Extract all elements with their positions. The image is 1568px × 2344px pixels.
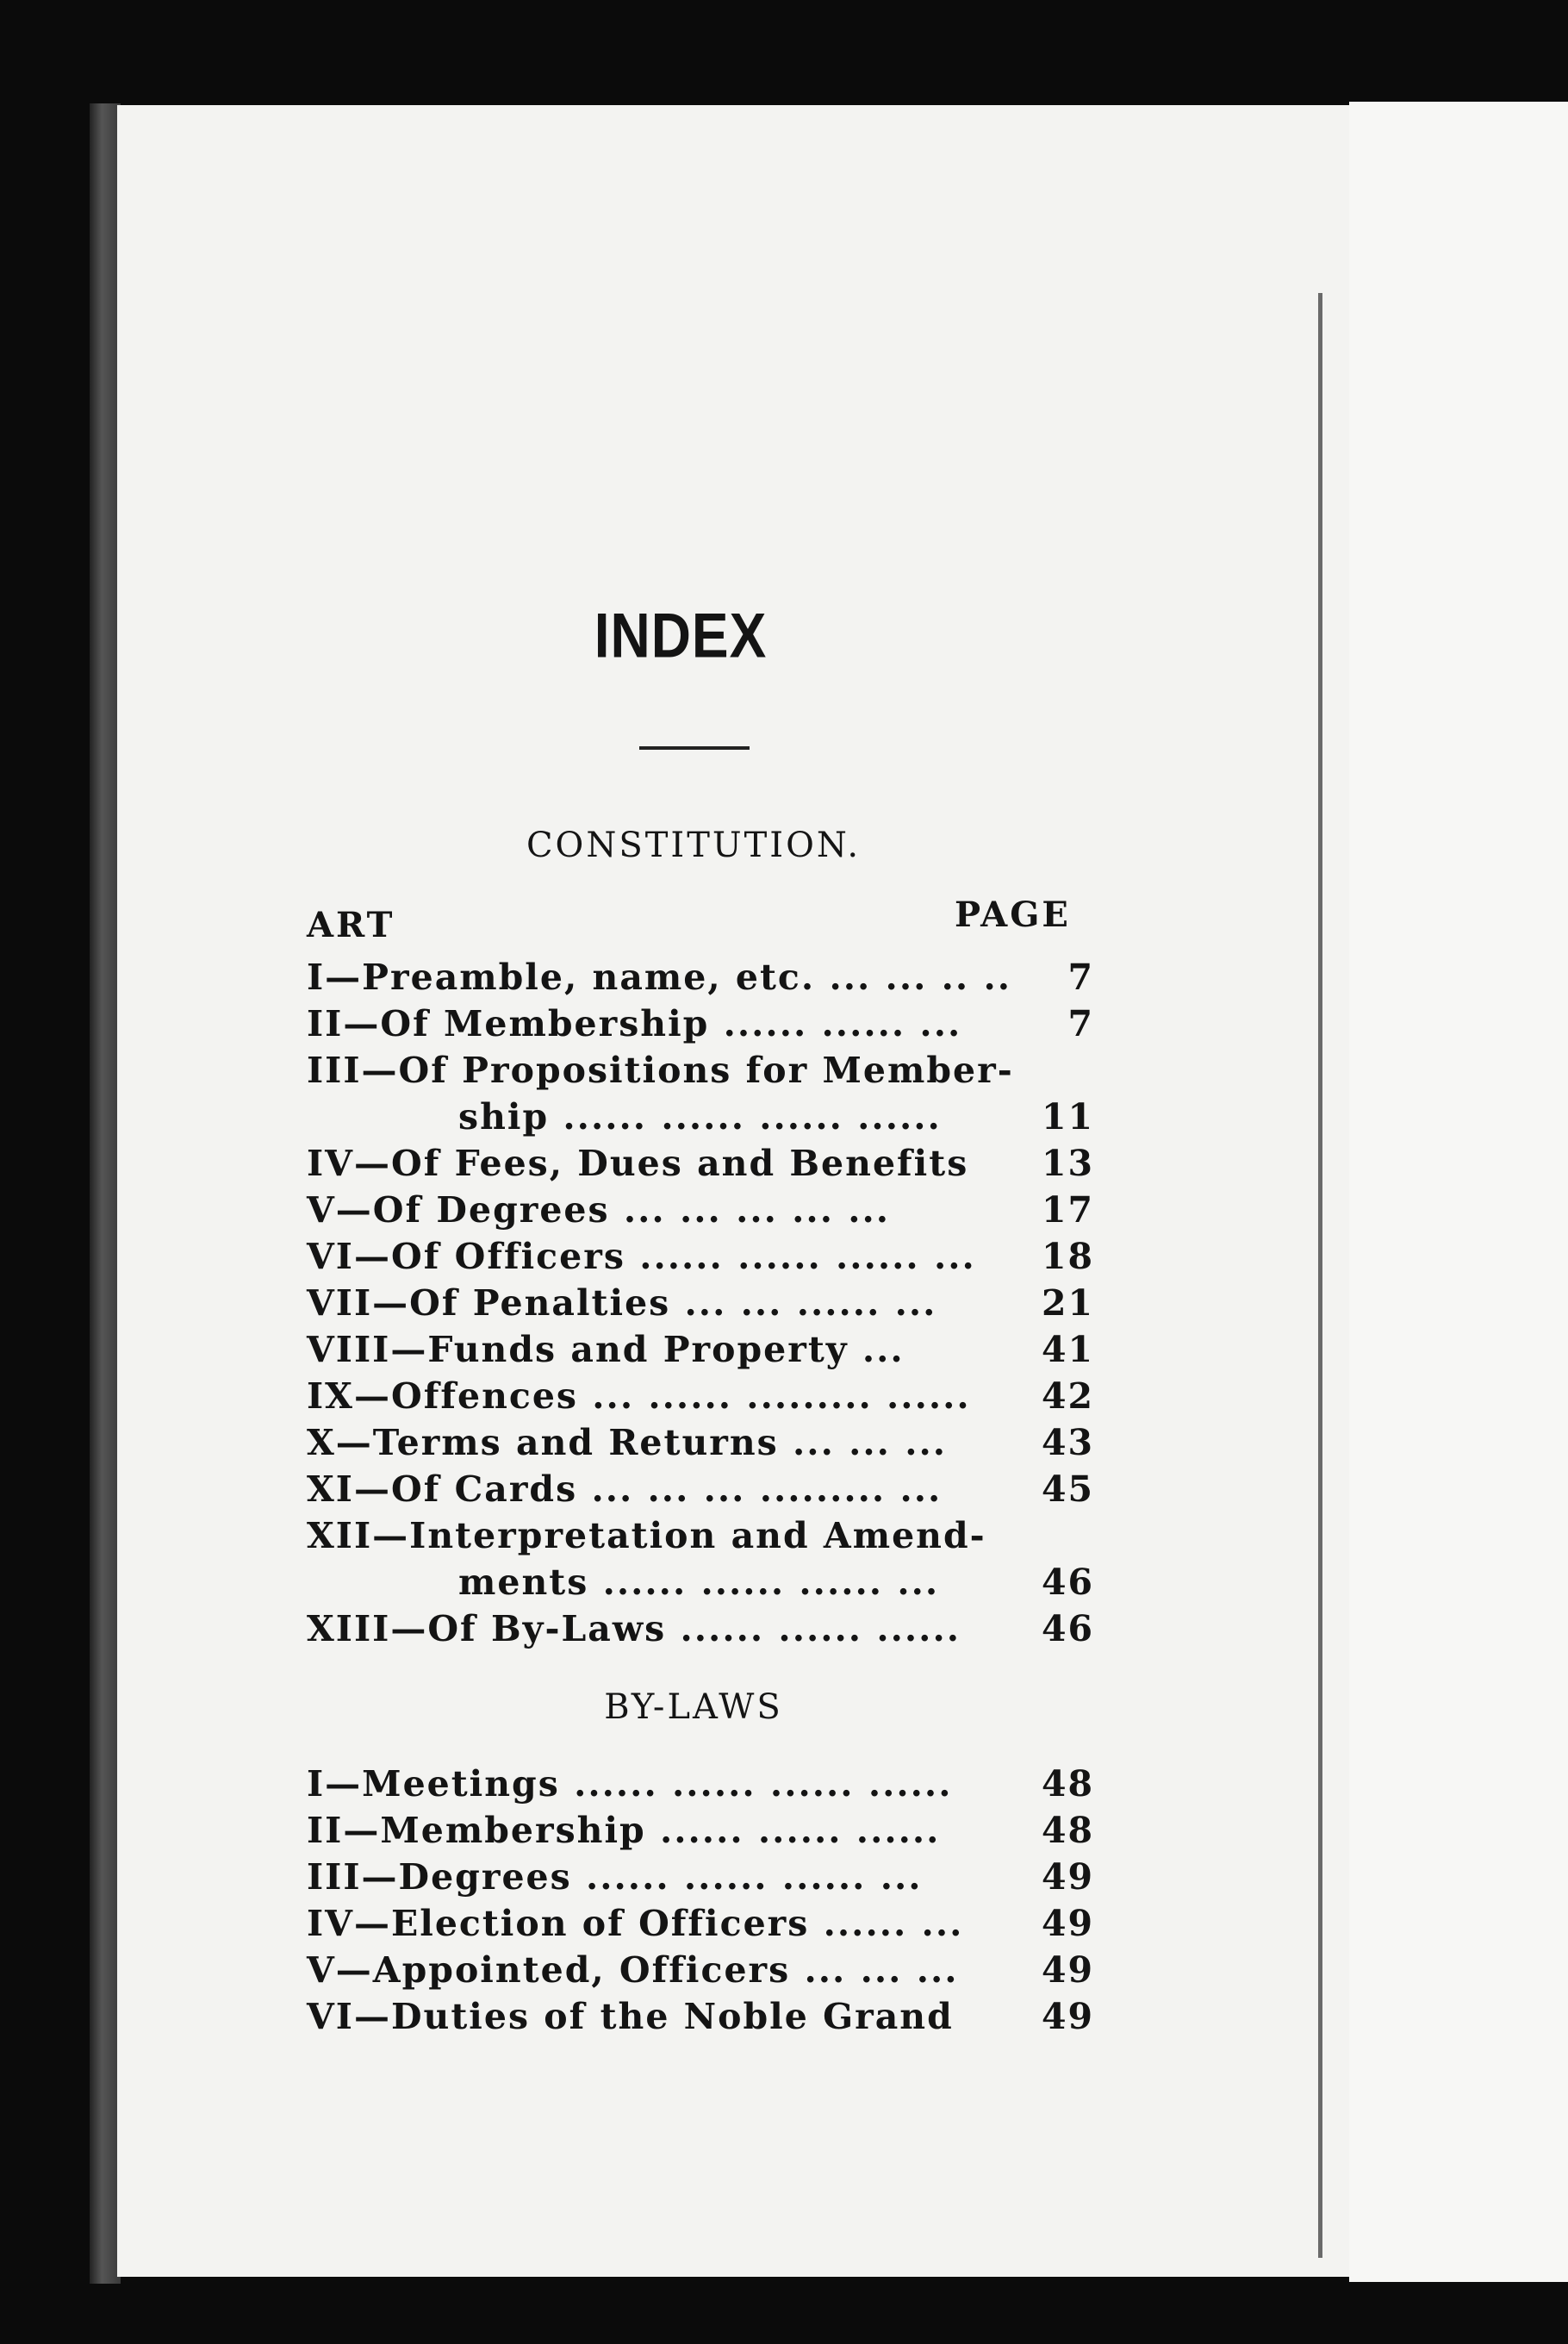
page-number: 43 [1041, 1422, 1094, 1463]
index-entry: XI—Of Cards ... ... ... ......... ... [307, 1468, 943, 1510]
index-entry: X—Terms and Returns ... ... ... [307, 1422, 948, 1463]
page-number: 7 [1067, 1003, 1094, 1044]
book-spine-edge [90, 103, 121, 2284]
page-number: 48 [1041, 1763, 1094, 1805]
page-number: 48 [1041, 1810, 1094, 1851]
index-row [307, 1903, 1094, 1949]
index-entry: XIII—Of By-Laws ...... ...... ...... [307, 1608, 961, 1649]
page-number: 49 [1041, 1856, 1094, 1898]
index-entry: V—Appointed, Officers ... ... ... [307, 1949, 959, 1991]
page-fold-line [1318, 293, 1322, 2258]
index-entry: IX—Offences ... ...... ......... ...... [307, 1375, 971, 1417]
page-number: 11 [1041, 1096, 1094, 1138]
index-entry: IV—Of Fees, Dues and Benefits [307, 1143, 969, 1184]
index-entry: ments ...... ...... ...... ... [458, 1562, 940, 1603]
index-entry: I—Meetings ...... ...... ...... ...... [307, 1763, 953, 1805]
index-entry: II—Membership ...... ...... ...... [307, 1810, 941, 1851]
index-row [307, 1422, 1094, 1468]
index-entry: VI—Of Officers ...... ...... ...... ... [307, 1236, 976, 1277]
index-row [307, 1189, 1094, 1236]
index-row [307, 957, 1094, 1003]
page-number: 18 [1041, 1236, 1094, 1277]
page-number: 7 [1067, 957, 1094, 998]
index-entry: V—Of Degrees ... ... ... ... ... [307, 1189, 891, 1231]
index-entry: VI—Duties of the Noble Grand [307, 1996, 954, 2037]
index-entry: ship ...... ...... ...... ...... [458, 1096, 942, 1138]
index-entry: IV—Election of Officers ...... ... [307, 1903, 964, 1944]
page-number: 17 [1041, 1189, 1094, 1231]
page-title: INDEX [594, 599, 768, 671]
art-column-header: ART [307, 905, 395, 945]
page-number: 49 [1041, 1949, 1094, 1991]
page-number: 45 [1041, 1468, 1094, 1510]
index-row-continuation [307, 1562, 1094, 1608]
page-number: 42 [1041, 1375, 1094, 1417]
index-row [307, 1375, 1094, 1422]
index-entry: III—Degrees ...... ...... ...... ... [307, 1856, 923, 1898]
index-entry: I—Preamble, name, etc. ... ... .. .. [307, 957, 1012, 998]
page-number: 46 [1041, 1608, 1094, 1649]
page-number: 21 [1041, 1282, 1094, 1324]
page-number: 49 [1041, 1996, 1094, 2037]
index-row [307, 1050, 1094, 1096]
index-entry: VIII—Funds and Property ... [307, 1329, 905, 1370]
index-row [307, 1996, 1094, 2042]
page-column-header: PAGE [955, 895, 1071, 935]
index-row [307, 1468, 1094, 1515]
bylaws-heading: BY-LAWS [604, 1687, 783, 1727]
index-entry: II—Of Membership ...... ...... ... [307, 1003, 962, 1044]
index-row-continuation [307, 1096, 1094, 1143]
title-rule [639, 746, 750, 750]
index-row [307, 1329, 1094, 1375]
index-row [307, 1515, 1094, 1562]
index-row [307, 1236, 1094, 1282]
index-entry: VII—Of Penalties ... ... ...... ... [307, 1282, 937, 1324]
index-row [307, 1856, 1094, 1903]
index-row [307, 1949, 1094, 1996]
index-row [307, 1763, 1094, 1810]
constitution-heading: CONSTITUTION. [526, 826, 862, 865]
index-row [307, 1810, 1094, 1856]
page-number: 46 [1041, 1562, 1094, 1603]
index-entry: III—Of Propositions for Member- [307, 1050, 1014, 1091]
page-number: 13 [1041, 1143, 1094, 1184]
facing-page [1349, 102, 1568, 2282]
page-number: 49 [1041, 1903, 1094, 1944]
index-row [307, 1608, 1094, 1655]
page-number: 41 [1041, 1329, 1094, 1370]
index-row [307, 1003, 1094, 1050]
index-row [307, 1282, 1094, 1329]
index-entry: XII—Interpretation and Amend- [307, 1515, 986, 1556]
index-row [307, 1143, 1094, 1189]
